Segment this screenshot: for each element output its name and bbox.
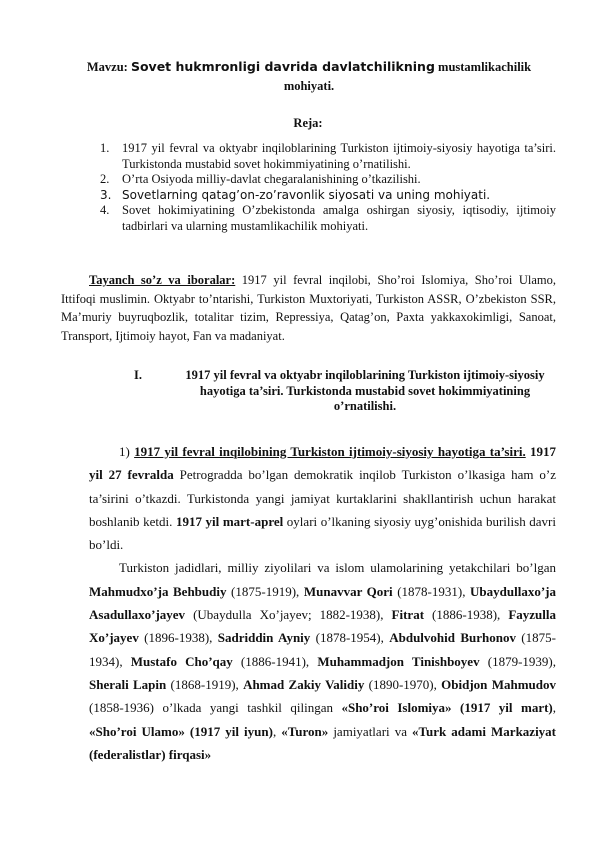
person-dates: (1886-1941), [232,653,318,669]
person-dates: (1878-1931), [392,583,471,599]
paragraph-text: jamiyatlari va [328,723,413,739]
subsection-number: 1) [119,444,135,459]
plan-item [100,188,556,204]
plan-item [100,172,556,188]
section-title: 1917 yil fevral va oktyabr inqiloblarining Turkiston ijtimoiy-siyosiy hayotiga ta’siri. Turkistonda mustabid sovet hokimmiyatining o’rnatilishi. [185,368,545,414]
date-highlight: 1917 yil mart-aprel [175,513,284,529]
person-name: Sherali Lapin [89,676,167,692]
person-name: Ahmad Zakiy Validiy [243,676,365,692]
paragraph-text: Petrogradda bo’lgan demokratik inqilob Turkiston o’lkasiga ham o’z ta’sirini o’tkazdi. Turkistonda yangi jamiyat kurtaklarini shakllantirish uchun harakat boshlanib ketdi. [89,467,557,529]
person-dates: (1886-1938), [424,607,509,623]
person-dates: (Ubaydulla Xo’jayev; 1882-1938), [185,607,392,623]
section-number: I. [134,368,142,382]
person-dates: (1875-1934), [89,630,556,669]
plan-item-number: 2. [100,172,110,187]
person-dates: (1896-1938), [138,630,218,646]
person-name: Obidjon Mahmudov [441,676,556,692]
organization-name: «Sho’roi Islomiya» (1917 yil mart) [341,700,553,716]
plan-item-number: 4. [100,203,110,218]
subsection-heading: 1917 yil fevral inqilobining Turkiston ijtimoiy-siyosiy hayotiga ta’siri. [134,444,526,459]
plan-item-number: 3. [100,187,112,202]
topic-title-part2: mustamlikachilik mohiyati. [283,60,532,93]
organization-name: «Sho’roi Ulamo» (1917 yil iyun) [89,723,273,739]
date-highlight: 1917 yil 27 fevralda [89,444,556,483]
person-name: Fayzulla Xo’jayev [89,607,556,646]
keywords-text: 1917 yil fevral inqilobi, Sho’roi Islomiya, Sho’roi Ulamo, Ittifoqi muslimin. Oktyabr to’ntarishi, Turkiston Muxtoriyati, Turkiston ASSR, O’zbekiston SSR, Ma’muriy buyruqbozlik, totalitar tizim, Repressiya, Qatag’on, Paxta yakkaxokimligi, Sanoat, Transport, Ijtimoiy hayot, Fan va madaniyat. [61,273,557,343]
person-dates: (1878-1954), [310,630,390,646]
person-dates: (1868-1919), [166,676,244,692]
plan-item-number: 1. [100,141,110,155]
paragraph-text: Turkiston jadidlari, milliy ziyolilari va islom ulamolarining yetakchilari bo’lgan [119,560,556,576]
keywords-paragraph [61,271,556,345]
person-name: Ubaydullaxo’ja Asadullaxo’jayev [89,583,556,623]
person-name: Abdulvohid Burhonov [389,630,516,646]
person-name: Mustafo Cho’qay [130,653,233,669]
person-name: Munavvar Qori [303,583,393,599]
plan-item [100,141,556,172]
organization-name: «Turon» [281,723,329,739]
person-dates: (1875-1919), [226,583,304,599]
person-name: Muhammadjon Tinishboyev [317,653,480,669]
topic-label: Mavzu: [86,60,128,74]
topic-title-part1: Sovet hukmronligi davrida davlatchilikning [130,59,435,74]
paragraph-2 [89,556,556,766]
paragraph-text: oylari o’lkaning siyosiy uyg’onishida burilish davri bo’ldi. [89,513,556,553]
plan-item-text: Sovet hokimiyatining O’zbekistonda amalga oshirgan siyosiy, iqtisodiy, ijtimoiy tadbirlari va ularning mustamlikachilik mohiyati. [122,203,556,233]
plan-item [100,203,556,234]
topic-line [62,57,556,96]
person-name: Sadriddin Ayniy [217,630,311,646]
plan-item-text: Sovetlarning qatag’on-zo’ravonlik siyosati va uning mohiyati. [122,187,491,202]
paragraph-1 [89,440,556,556]
plan-list [100,141,556,235]
organization-name: «Turk adami Markaziyat (federalistlar) firqasi» [89,723,557,762]
plan-title: Reja: [293,116,323,130]
person-dates: (1879-1939), [479,653,556,669]
separator: , [552,700,557,716]
plan-item-text: O’rta Osiyoda milliy-davlat chegaralanishining o’tkazilishi. [122,172,421,187]
person-name: Mahmudxo’ja Behbudiy [89,583,227,599]
body-text [89,440,556,766]
person-dates: (1890-1970), [364,676,442,692]
separator: , [272,723,282,739]
person-dates: (1858-1936) o’lkada yangi tashkil qilingan [89,700,342,716]
keywords-label: Tayanch so’z va iboralar: [89,273,236,287]
plan-item-text: 1917 yil fevral va oktyabr inqiloblarining Turkiston ijtimoiy-siyosiy hayotiga ta’siri. Turkistonda mustabid sovet hokimmiyatining o’rnatilishi. [122,141,556,171]
section-heading [134,368,556,415]
person-name: Fitrat [391,607,425,623]
